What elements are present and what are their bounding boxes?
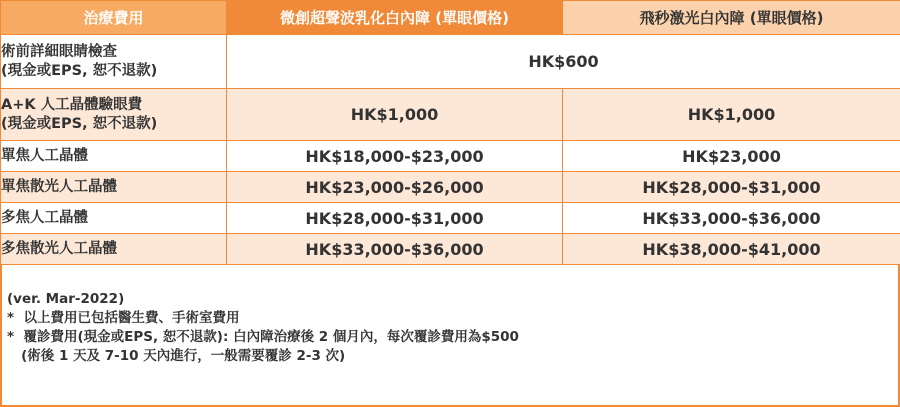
price-femto: HK$38,000-$41,000	[563, 234, 900, 265]
note-follow-up-schedule: (術後 1 天及 7-10 天內進行，一般需要覆診 2-3 次)	[7, 348, 346, 364]
header-phaco-cataract: 微創超聲波乳化白內障 (單眼價格)	[227, 1, 563, 35]
table-header-row	[1, 1, 900, 35]
price-merged: HK$600	[227, 35, 900, 89]
price-phaco: HK$1,000	[227, 89, 563, 141]
table-row	[1, 234, 900, 265]
price-femto: HK$33,000-$36,000	[563, 203, 900, 234]
row-label-line-2: (現金或EPS, 恕不退款)	[1, 115, 158, 132]
row-label: 多焦人工晶體	[1, 203, 227, 234]
header-femtosecond-cataract: 飛秒激光白內障 (單眼價格)	[563, 1, 900, 35]
table-row	[1, 203, 900, 234]
row-label-line-1: A+K 人工晶體驗眼費	[1, 96, 143, 113]
row-label: 單焦散光人工晶體	[1, 172, 227, 203]
price-phaco: HK$18,000-$23,000	[227, 141, 563, 172]
price-phaco: HK$33,000-$36,000	[227, 234, 563, 265]
note-follow-up-fee: * 覆診費用(現金或EPS, 恕不退款): 白內障治療後 2 個月內，每次覆診費用為$500	[7, 329, 519, 345]
version-note: (ver. Mar-2022)	[7, 291, 125, 307]
price-femto: HK$1,000	[563, 89, 900, 141]
fee-notes	[7, 290, 519, 366]
row-label	[1, 89, 227, 141]
row-label-line-2: (現金或EPS, 恕不退款)	[1, 62, 158, 79]
row-label-line-1: 術前詳細眼睛檢查	[1, 43, 117, 60]
table-row	[1, 141, 900, 172]
price-femto: HK$23,000	[563, 141, 900, 172]
price-femto: HK$28,000-$31,000	[563, 172, 900, 203]
price-phaco: HK$23,000-$26,000	[227, 172, 563, 203]
price-phaco: HK$28,000-$31,000	[227, 203, 563, 234]
row-label	[1, 35, 227, 89]
table-row	[1, 35, 900, 89]
table-row	[1, 172, 900, 203]
table-row	[1, 89, 900, 141]
row-label: 多焦散光人工晶體	[1, 234, 227, 265]
header-treatment-fee: 治療費用	[1, 1, 227, 35]
row-label: 單焦人工晶體	[1, 141, 227, 172]
note-included-fees: * 以上費用已包括醫生費、手術室費用	[7, 310, 240, 326]
